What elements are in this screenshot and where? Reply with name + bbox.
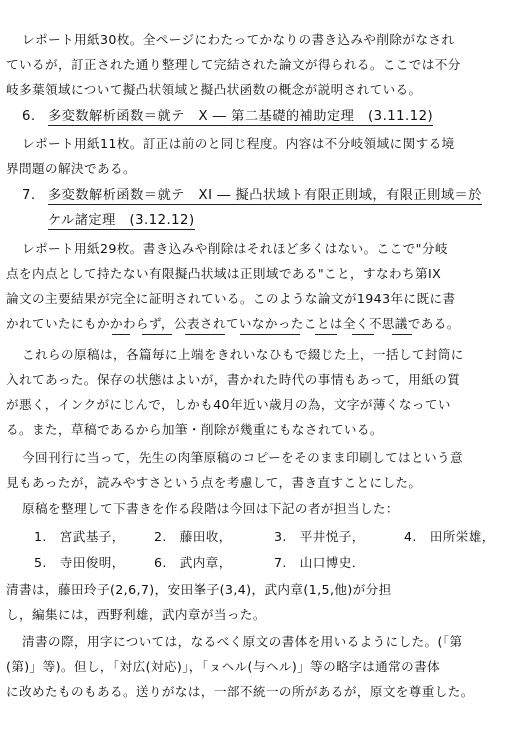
paragraph-1-line-3: 岐多葉領域について擬凸状領域と擬凸状函数の概念が説明されている。	[6, 82, 422, 97]
paragraph-3-line-1: レポート用紙29枚。書き込みや削除はそれほど多くはない。ここで"分岐	[22, 241, 448, 256]
people-list-row-2	[34, 553, 404, 573]
emphasis-underline	[352, 334, 374, 335]
emphasis-underline	[392, 334, 412, 335]
item-7-heading-cont	[48, 211, 195, 231]
paragraph-3-line-4: かれていたにもかかわらず，公表されていなかったことは全く不思議である。	[6, 316, 460, 331]
item-7-heading	[22, 186, 482, 206]
emphasis-underline	[142, 334, 172, 335]
paragraph-4-line-1: これらの原稿は，各篇毎に上端をきれいなひもで綴じた上，一括して封筒に	[22, 347, 464, 362]
paragraph-5-line-2: 見もあったが，読みやすさという点を考慮して，書き直すことにした。	[6, 475, 422, 490]
paragraph-1-line-2: ているが，訂正された通り整理して完結された論文が得られる。ここでは不分	[6, 57, 461, 72]
paragraph-1-line-1: レポート用紙30枚。全ページにわたってかなりの書き込みや削除がなされ	[22, 32, 455, 47]
person-entry: 7. 山口博史．	[274, 555, 365, 570]
person-entry: 3. 平井悦子，	[274, 529, 365, 544]
paragraph-2-line-2: 界問題の解決である。	[6, 161, 136, 176]
paragraph-5-line-1: 今回刊行に当って，先生の肉筆原稿のコピーをそのまま印刷してはという意	[22, 450, 464, 465]
item-7-title-line-1: 多変数解析函数＝就テ XI ― 擬凸状域ト有限正則域，有限正則域＝於	[48, 188, 482, 203]
paragraph-7-line-1: 清書の際，用字については，なるべく原文の書体を用いるようにした。(「第	[22, 634, 463, 649]
paragraph-6-line-2: し，編集には，西野利雄，武内章が当った。	[6, 607, 266, 622]
person-entry: 5. 寺田俊明，	[34, 555, 125, 570]
person-entry: 1. 宮武基子，	[34, 529, 125, 544]
item-7-number: 7.	[22, 188, 36, 203]
paragraph-3-line-2: 点を内点として持たない有限擬凸状域は正則域である"こと，すなわち第IX	[6, 266, 442, 281]
paragraph-2-line-1: レポート用紙11枚。訂正は前のと同じ程度。内容は不分岐領域に関する境	[22, 136, 455, 151]
paragraph-3-line-3: 論文の主要結果が完全に証明されている。このような論文が1943年に既に書	[6, 291, 456, 306]
person-entry: 2. 藤田收，	[154, 529, 232, 544]
person-entry: 4. 田所栄雄，	[404, 529, 495, 544]
paragraph-4-line-4: る。また，草稿であるから加筆・削除が幾重にもなされている。	[6, 422, 383, 437]
item-7-title-line-2: ケル諸定理 (3.12.12)	[48, 213, 195, 228]
emphasis-underline	[315, 334, 337, 335]
item-6-heading	[22, 107, 433, 127]
item-6-number: 6.	[22, 109, 36, 124]
paragraph-4-line-2: 入れてあった。保存の状態はよいが，書かれた時代の事情もあって，用紙の質	[6, 372, 461, 387]
paragraph-4-line-3: が悪く，インクがにじんで，しかも40年近い歳月の為，文字が薄くなってい	[6, 397, 451, 412]
paragraph-7-line-2: (第)」等)。但し，「対広(対応)」，「ㇴヘル(与ヘル)」等の略字は通常の書体	[6, 659, 441, 674]
item-6-title: 多変数解析函数＝就テ X ― 第二基礎的補助定理 (3.11.12)	[48, 109, 434, 124]
paragraph-6-line-1: 清書は，藤田玲子(2,6,7)，安田峯子(3,4)，武内章(1,5,他)が分担	[6, 582, 392, 597]
emphasis-underline	[240, 334, 300, 335]
paragraph-7-line-3: に改めたものもある。送りがなは，一部不統一の所があるが，原文を尊重した。	[6, 684, 474, 699]
emphasis-underline	[185, 334, 225, 335]
paragraph-5-line-3: 原稿を整理して下書きを作る段階は今回は下記の者が担当した：	[22, 501, 399, 516]
people-list-row-1	[34, 527, 514, 547]
emphasis-underline	[112, 334, 130, 335]
person-entry: 6. 武内章，	[154, 555, 232, 570]
